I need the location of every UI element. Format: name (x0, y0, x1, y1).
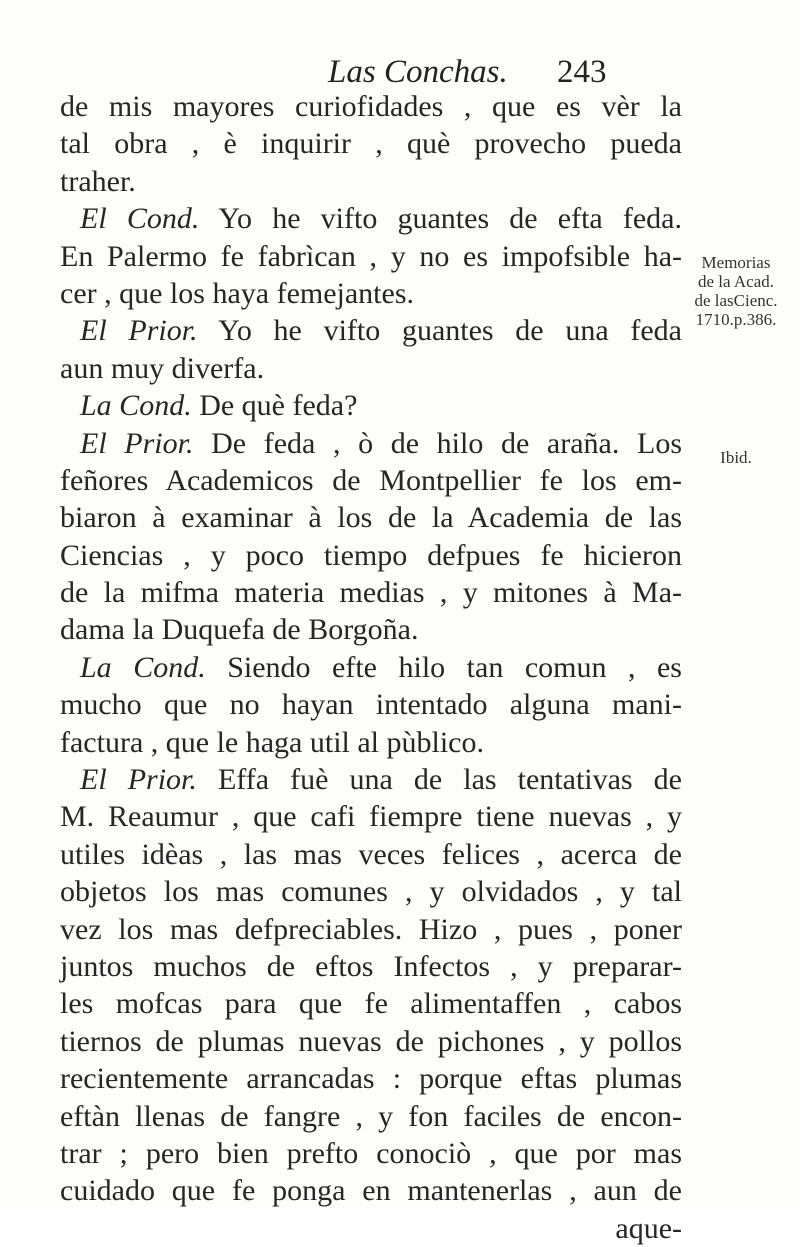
text-line (60, 200, 682, 237)
text-line (60, 574, 682, 611)
margin-note-memorias (680, 253, 792, 329)
line-text: de la mifma materia medias , y mitones à Ma- (60, 576, 682, 610)
line-text: De feda , ò de hilo de araña. Los (193, 426, 682, 460)
text-line (60, 312, 682, 349)
text-line (60, 1023, 682, 1060)
text-line (60, 238, 682, 275)
line-text: Siendo efte hilo tan comun , es (205, 650, 682, 684)
text-line (60, 425, 682, 462)
text-line (60, 275, 682, 312)
line-text: dama la Duquefa de Borgoña. (60, 613, 419, 647)
text-line (60, 387, 682, 424)
text-line (60, 499, 682, 536)
margin-note-line: Ibid. (720, 448, 752, 467)
line-text: Yo he vifto guantes de efta feda. (199, 202, 682, 236)
running-title: Las Conchas. (328, 54, 508, 90)
line-text: objetos los mas comunes , y olvidados , y tal (60, 875, 682, 909)
text-line (60, 163, 682, 200)
line-text: cer , que los haya femejantes. (60, 276, 415, 310)
speaker-name: La Cond. (80, 389, 192, 423)
text-line (60, 88, 682, 125)
line-text: aun muy diverfa. (60, 351, 265, 385)
speaker-name: El Prior. (80, 314, 198, 348)
line-text: utiles idèas , las mas veces felices , acerca de (60, 837, 682, 871)
speaker-name: El Prior. (80, 426, 194, 460)
page-number: 243 (557, 54, 607, 90)
text-line (60, 1210, 682, 1247)
text-line (60, 985, 682, 1022)
line-text: biaron à examinar à los de la Academia de las (60, 501, 682, 535)
line-text: aque- (615, 1211, 682, 1245)
line-text: trar ; pero bien prefto conociò , que por mas (60, 1136, 682, 1170)
line-text: les mofcas para que fe alimentaffen , cabos (60, 987, 682, 1021)
text-line (60, 911, 682, 948)
line-text: De què feda? (191, 389, 358, 423)
line-text: vez los mas defpreciables. Hizo , pues , poner (60, 912, 682, 946)
text-line (60, 948, 682, 985)
line-text: Yo he vifto guantes de una feda (197, 314, 682, 348)
line-text: Ciencias , y poco tiempo defpues fe hicieron (60, 538, 682, 572)
text-line (60, 798, 682, 835)
line-text: de mis mayores curiofidades , que es vèr la (60, 90, 682, 123)
text-line (60, 1135, 682, 1172)
line-text: tal obra , è inquirir , què provecho pueda (60, 127, 682, 161)
text-line (60, 761, 682, 798)
line-text: recientemente arrancadas : porque eftas plumas (60, 1062, 682, 1096)
line-text: Effa fuè una de las tentativas de (196, 763, 682, 797)
line-text: mucho que no hayan intentado alguna mani- (60, 688, 682, 722)
text-line (60, 537, 682, 574)
line-text: eftàn llenas de fangre , y fon faciles de encon- (60, 1099, 682, 1133)
line-text: traher. (60, 164, 136, 198)
text-line (60, 724, 682, 761)
margin-note-line: de lasCienc. (694, 291, 778, 310)
line-text: feñores Academicos de Montpellier fe los em- (60, 463, 682, 497)
text-line (60, 350, 682, 387)
line-text: tiernos de plumas nuevas de pichones , y pollos (60, 1024, 682, 1058)
line-text: En Palermo fe fabrìcan , y no es impofsible ha- (60, 239, 682, 273)
text-line (60, 873, 682, 910)
speaker-name: El Prior. (80, 763, 197, 797)
text-line (60, 1098, 682, 1135)
line-text: factura , que le haga util al pùblico. (60, 725, 484, 759)
text-line (60, 125, 682, 162)
body-text (60, 88, 682, 1247)
text-line (60, 1172, 682, 1209)
margin-note-ibid (680, 448, 792, 467)
text-line (60, 462, 682, 499)
text-line (60, 686, 682, 723)
margin-note-line: Memorias (701, 253, 771, 272)
line-text: cuidado que fe ponga en mantenerlas , aun de (60, 1174, 682, 1208)
margin-note-line: 1710.p.386. (695, 310, 777, 329)
line-text: M. Reaumur , que cafi fiempre tiene nuevas , y (60, 800, 682, 834)
text-line (60, 611, 682, 648)
running-head (60, 52, 700, 92)
line-text: juntos muchos de eftos Infectos , y preparar- (60, 949, 682, 983)
speaker-name: El Cond. (80, 202, 200, 236)
text-line (60, 649, 682, 686)
text-line (60, 1060, 682, 1097)
margin-note-line: de la Acad. (698, 272, 774, 291)
speaker-name: La Cond. (80, 650, 206, 684)
text-line (60, 836, 682, 873)
